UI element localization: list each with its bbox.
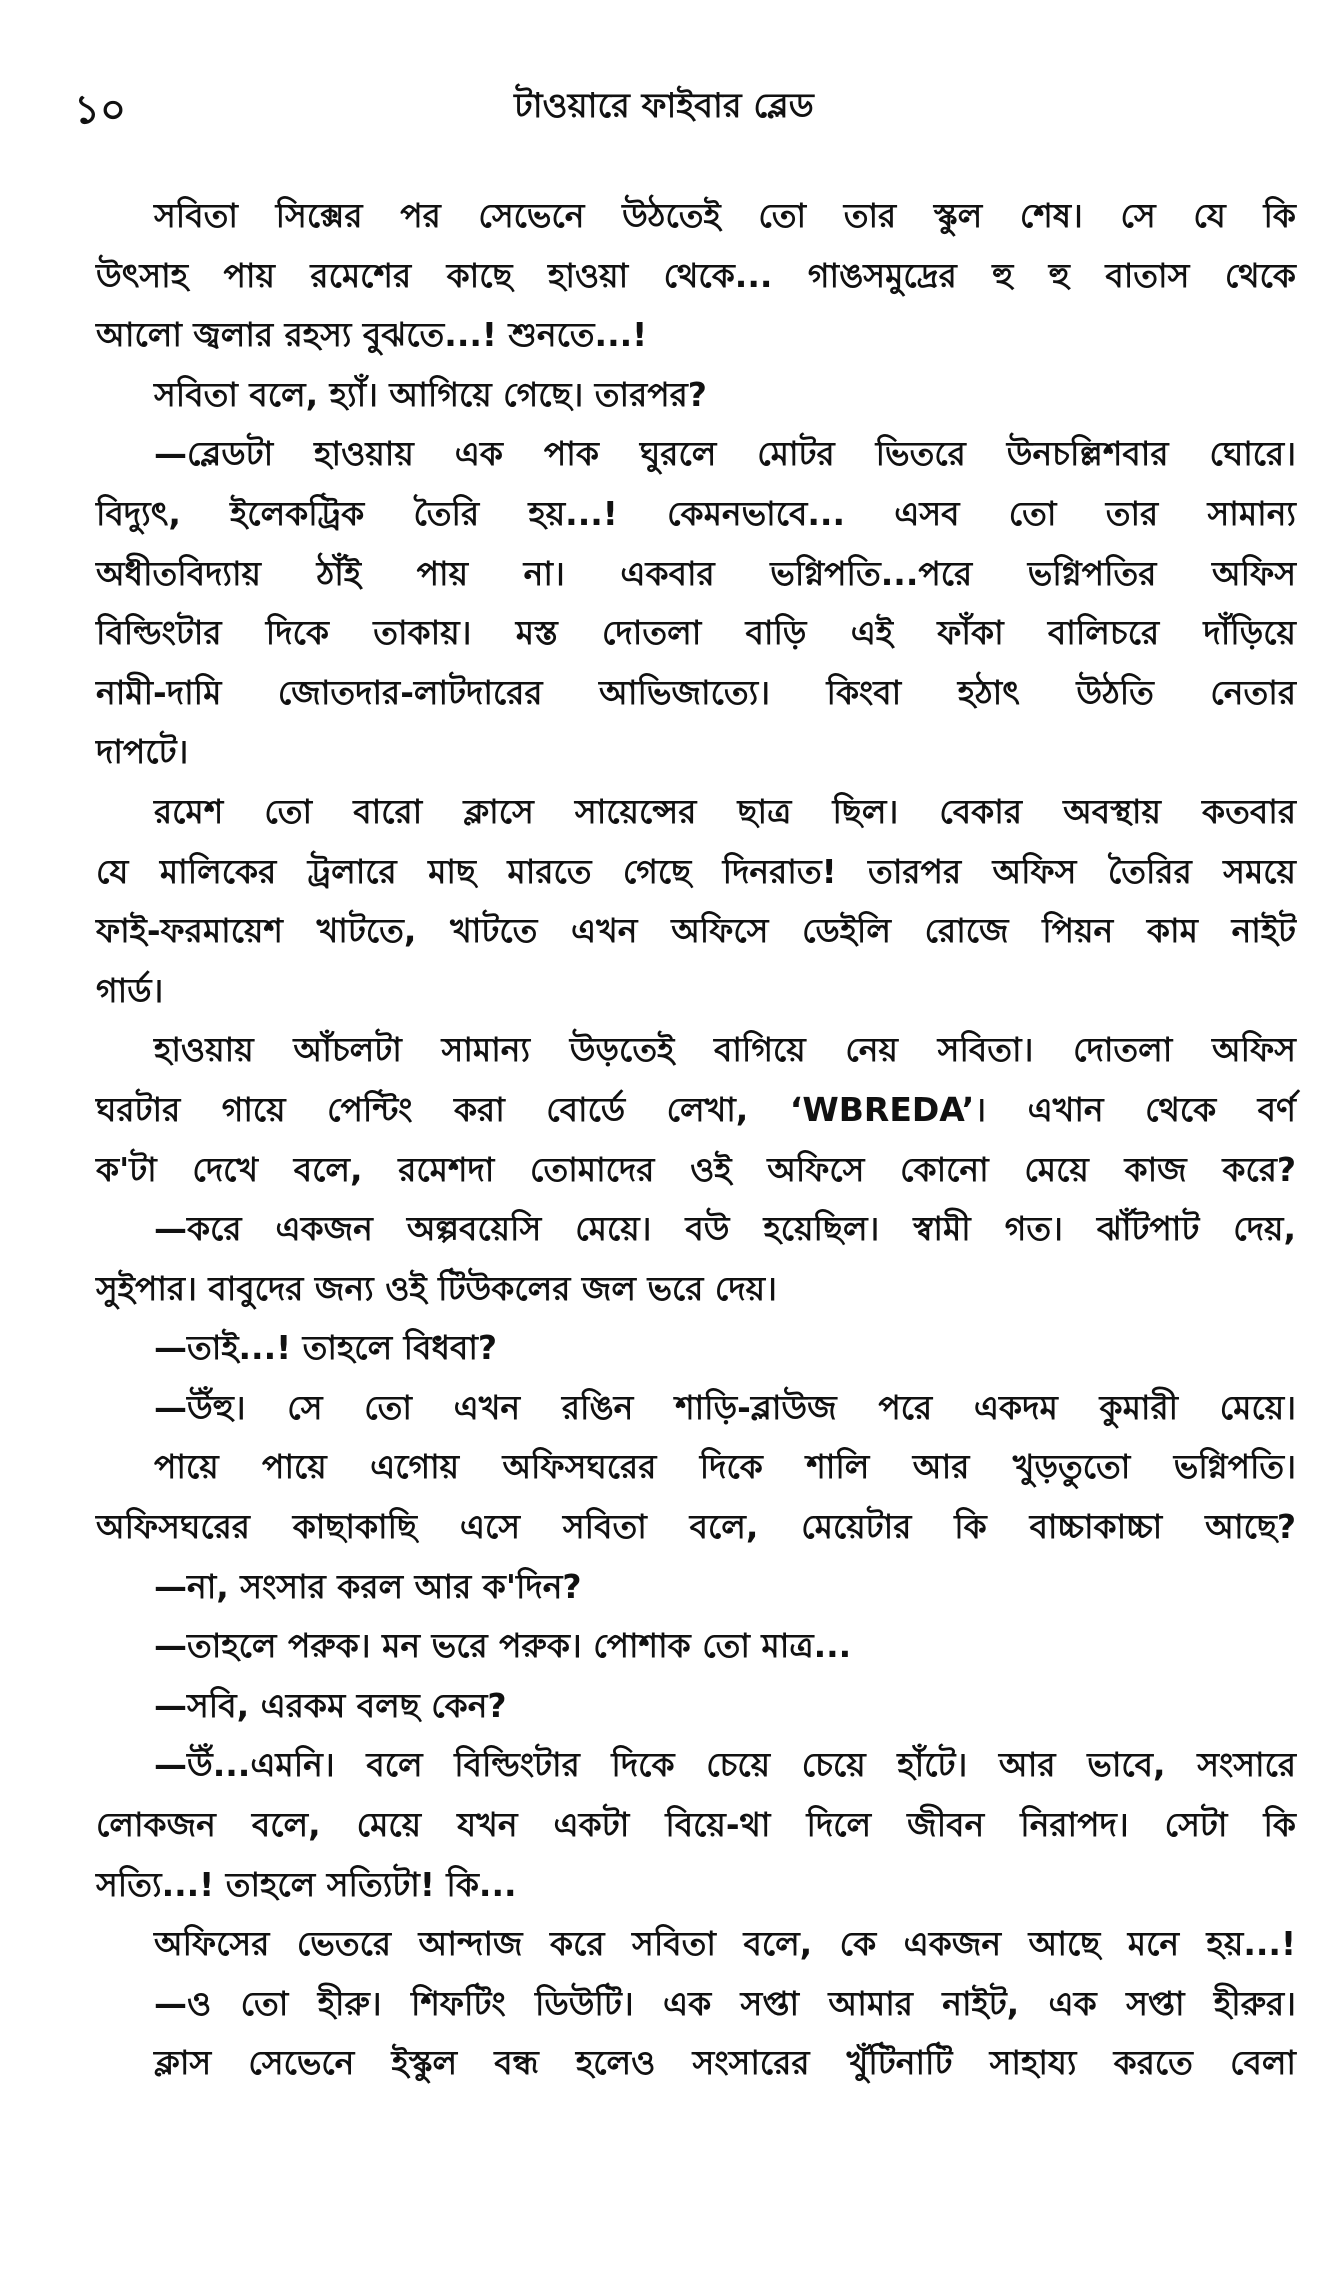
text-line: —সবি, এরকম বলছ কেন? xyxy=(154,1685,507,1725)
body-text xyxy=(96,186,1296,2093)
text-line: —ও তো হীরু। শিফটিং ডিউটি। এক সপ্তা আমার নাইট, এক সপ্তা হীরুর। xyxy=(154,1983,1296,2023)
text-line: —তাহলে পরুক। মন ভরে পরুক। পোশাক তো মাত্র... xyxy=(154,1626,852,1666)
text-line: ক্লাস সেভেনে ইস্কুল বন্ধ হলেও সংসারের খুঁটিনাটি সাহায্য করতে বেলা xyxy=(154,2043,1296,2083)
text-line: পায়ে পায়ে এগোয় অফিসঘরের দিকে শালি আর খুড়তুতো ভগ্নিপতি। xyxy=(154,1447,1296,1487)
text-line: —উঁ...এমনি। বলে বিল্ডিংটার দিকে চেয়ে চেয়ে হাঁটে। আর ভাবে, সংসারে xyxy=(154,1745,1296,1785)
text-line: ফাই-ফরমায়েশ খাটতে, খাটতে এখন অফিসে ডেইলি রোজে পিয়ন কাম নাইট xyxy=(96,911,1296,951)
text-line: উৎসাহ পায় রমেশের কাছে হাওয়া থেকে... গাঙসমুদ্রের হু হু বাতাস থেকে xyxy=(96,255,1296,295)
text-line: বিল্ডিংটার দিকে তাকায়। মস্ত দোতলা বাড়ি এই ফাঁকা বালিচরে দাঁড়িয়ে xyxy=(96,613,1296,653)
text-line: সত্যি...! তাহলে সত্যিটা! কি... xyxy=(96,1864,517,1904)
text-line: —তাই...! তাহলে বিধবা? xyxy=(154,1328,498,1368)
text-line: সুইপার। বাবুদের জন্য ওই টিউকলের জল ভরে দেয়। xyxy=(96,1268,777,1308)
text-line: বিদ্যুৎ, ইলেকট্রিক তৈরি হয়...! কেমনভাবে... এসব তো তার সামান্য xyxy=(96,493,1296,533)
text-line: নামী-দামি জোতদার-লাটদারের আভিজাত্যে। কিংবা হঠাৎ উঠতি নেতার xyxy=(96,672,1296,712)
text-line: অফিসঘরের কাছাকাছি এসে সবিতা বলে, মেয়েটার কি বাচ্চাকাচ্চা আছে? xyxy=(96,1507,1296,1547)
text-line: আলো জ্বলার রহস্য বুঝতে...! শুনতে...! xyxy=(96,315,648,355)
text-line: হাওয়ায় আঁচলটা সামান্য উড়তেই বাগিয়ে নেয় সবিতা। দোতলা অফিস xyxy=(154,1030,1296,1070)
text-line: —না, সংসার করল আর ক'দিন? xyxy=(154,1566,582,1606)
text-line: —করে একজন অল্পবয়েসি মেয়ে। বউ হয়েছিল। স্বামী গত। ঝাঁটপাট দেয়, xyxy=(154,1209,1296,1249)
text-line: সবিতা সিক্সের পর সেভেনে উঠতেই তো তার স্কুল শেষ। সে যে কি xyxy=(154,196,1296,235)
running-title: টাওয়ারে ফাইবার ব্লেড xyxy=(514,86,814,126)
text-line: অধীতবিদ্যায় ঠাঁই পায় না। একবার ভগ্নিপতি...পরে ভগ্নিপতির অফিস xyxy=(96,553,1296,593)
text-line: রমেশ তো বারো ক্লাসে সায়েন্সের ছাত্র ছিল। বেকার অবস্থায় কতবার xyxy=(154,791,1296,831)
text-line: যে মালিকের ট্রলারে মাছ মারতে গেছে দিনরাত! তারপর অফিস তৈরির সময়ে xyxy=(96,851,1296,891)
text-line: অফিসের ভেতরে আন্দাজ করে সবিতা বলে, কে একজন আছে মনে হয়...! xyxy=(154,1924,1296,1964)
text-line: —উঁহু। সে তো এখন রঙিন শাড়ি-ব্লাউজ পরে একদম কুমারী মেয়ে। xyxy=(154,1387,1296,1427)
text-line: গার্ড। xyxy=(96,970,164,1010)
text-line: —ব্লেডটা হাওয়ায় এক পাক ঘুরলে মোটর ভিতরে উনচল্লিশবার ঘোরে। xyxy=(154,434,1296,474)
text-line: সবিতা বলে, হ্যাঁ। আগিয়ে গেছে। তারপর? xyxy=(154,374,707,414)
page-number: ১০ xyxy=(74,87,126,133)
text-line: দাপটে। xyxy=(96,732,189,772)
text-line: ঘরটার গায়ে পেন্টিং করা বোর্ডে লেখা, ‘WBREDA’। এখান থেকে বর্ণ xyxy=(96,1089,1296,1129)
text-line: লোকজন বলে, মেয়ে যখন একটা বিয়ে-থা দিলে জীবন নিরাপদ। সেটা কি xyxy=(96,1805,1296,1845)
text-line: ক'টা দেখে বলে, রমেশদা তোমাদের ওই অফিসে কোনো মেয়ে কাজ করে? xyxy=(96,1149,1296,1189)
